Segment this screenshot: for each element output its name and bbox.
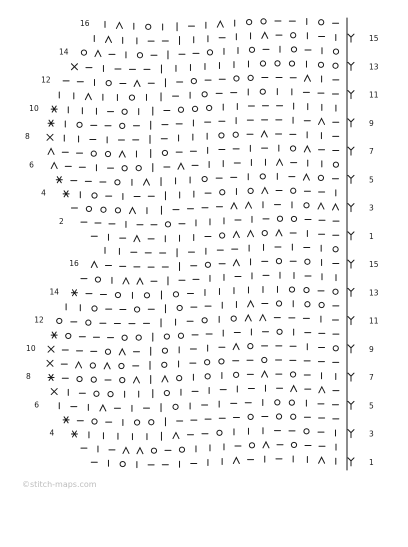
stitch-yarn-over xyxy=(77,376,82,381)
stitch-decrease xyxy=(248,301,254,307)
stitch-decrease xyxy=(137,448,143,454)
stitch-yarn-over xyxy=(305,259,310,264)
stitch-yarn-over xyxy=(277,216,282,221)
stitch-yarn-over xyxy=(137,53,142,58)
stitch-yarn-over xyxy=(249,47,254,52)
stitch-yarn-over xyxy=(248,188,253,193)
stitch-cluster xyxy=(348,260,354,268)
stitch-yarn-over xyxy=(205,374,210,379)
stitch-yarn-over xyxy=(164,390,169,395)
stitch-decrease xyxy=(260,315,266,321)
stitch-decrease xyxy=(123,447,129,453)
stitch-yarn-over xyxy=(151,448,156,453)
stitch-yarn-over xyxy=(291,442,296,447)
stitch-yarn-over xyxy=(260,174,265,179)
stitch-yarn-over xyxy=(105,349,110,354)
stitch-yarn-over xyxy=(136,165,141,170)
stitch-decrease xyxy=(304,75,310,81)
stitch-yarn-over xyxy=(277,329,282,334)
stitch-yarn-over xyxy=(202,92,207,97)
stitch-yarn-over xyxy=(289,61,294,66)
stitch-yarn-over xyxy=(178,107,183,112)
stitch-yarn-over xyxy=(122,335,127,340)
stitch-decrease xyxy=(100,405,106,411)
stitch-yarn-over xyxy=(66,333,71,338)
stitch-cluster xyxy=(348,288,354,296)
stitch-yarn-over xyxy=(333,289,338,294)
stitch-yarn-over xyxy=(191,79,196,84)
stitch-decrease xyxy=(116,22,122,28)
stitch-star xyxy=(51,332,57,338)
stitch-yarn-over xyxy=(304,287,309,292)
stitch-yarn-over xyxy=(220,190,225,195)
stitch-decrease xyxy=(319,457,325,463)
stitch-yarn-over xyxy=(234,76,239,81)
stitch-yarn-over xyxy=(291,47,296,52)
left-row-number: 6 xyxy=(29,160,34,170)
stitch-decrease xyxy=(162,376,168,382)
stitch-yarn-over xyxy=(248,344,253,349)
stitch-yarn-over xyxy=(115,208,120,213)
stitch-yarn-over xyxy=(162,150,167,155)
left-row-number: 16 xyxy=(69,259,79,269)
stitch-cluster xyxy=(348,175,354,183)
stitch-yarn-over xyxy=(177,376,182,381)
stitch-decrease xyxy=(233,260,239,266)
stitch-yarn-over xyxy=(173,404,178,409)
stitch-decrease xyxy=(319,387,325,393)
stitch-increase xyxy=(71,64,77,70)
stitch-decrease xyxy=(261,131,267,137)
stitch-cluster xyxy=(348,147,354,155)
stitch-yarn-over xyxy=(205,360,210,365)
left-row-number: 4 xyxy=(49,428,55,438)
stitch-decrease xyxy=(173,433,179,439)
stitch-yarn-over xyxy=(77,122,82,127)
stitch-yarn-over xyxy=(173,292,178,297)
stitch-yarn-over xyxy=(304,429,309,434)
stitch-decrease xyxy=(291,386,297,392)
stitch-yarn-over xyxy=(276,259,281,264)
stitch-yarn-over xyxy=(129,95,134,100)
stitch-yarn-over xyxy=(318,175,323,180)
left-row-number: 4 xyxy=(41,188,46,198)
stitch-decrease xyxy=(217,21,223,27)
right-row-number: 3 xyxy=(369,429,374,439)
stitch-yarn-over xyxy=(219,359,224,364)
right-row-number: 11 xyxy=(369,316,379,326)
stitch-yarn-over xyxy=(105,151,110,156)
stitch-yarn-over xyxy=(192,106,197,111)
stitch-yarn-over xyxy=(333,49,338,54)
right-row-number: 5 xyxy=(369,401,374,411)
right-row-number: 7 xyxy=(369,147,374,157)
stitch-decrease xyxy=(304,146,310,152)
stitch-yarn-over xyxy=(101,207,106,212)
stitch-cluster xyxy=(348,34,354,42)
right-row-number: 9 xyxy=(369,344,374,354)
stitch-decrease xyxy=(137,278,143,284)
stitch-yarn-over xyxy=(319,302,324,307)
stitch-yarn-over xyxy=(304,203,309,208)
stitch-decrease xyxy=(76,362,82,368)
stitch-cluster xyxy=(348,91,354,99)
stitch-decrease xyxy=(129,208,135,214)
stitch-yarn-over xyxy=(289,287,294,292)
stitch-decrease xyxy=(262,32,268,38)
stitch-cluster xyxy=(348,345,354,353)
stitch-decrease xyxy=(263,442,269,448)
stitch-decrease xyxy=(276,230,282,236)
stitch-yarn-over xyxy=(248,75,253,80)
right-row-number: 5 xyxy=(369,175,374,185)
stitch-increase xyxy=(51,389,57,395)
stitch-yarn-over xyxy=(177,305,182,310)
stitch-decrease xyxy=(233,232,239,238)
stitch-decrease xyxy=(245,315,251,321)
stitch-decrease xyxy=(123,278,129,284)
stitch-star xyxy=(48,374,54,380)
stitch-yarn-over xyxy=(91,151,96,156)
stitch-yarn-over xyxy=(333,63,338,68)
stitch-yarn-over xyxy=(318,62,323,67)
stitch-yarn-over xyxy=(115,292,120,297)
stitch-yarn-over xyxy=(91,377,96,382)
stitch-decrease xyxy=(262,371,268,377)
stitch-yarn-over xyxy=(136,335,141,340)
stitch-star xyxy=(63,191,69,197)
stitch-star xyxy=(56,177,62,183)
left-row-number: 14 xyxy=(49,287,59,297)
stitch-decrease xyxy=(318,203,324,209)
stitch-yarn-over xyxy=(333,247,338,252)
stitch-decrease xyxy=(95,51,101,57)
stitch-yarn-over xyxy=(291,188,296,193)
stitch-yarn-over xyxy=(202,176,207,181)
stitch-yarn-over xyxy=(134,420,139,425)
stitch-yarn-over xyxy=(146,24,151,29)
stitch-yarn-over xyxy=(233,132,238,137)
left-row-number: 6 xyxy=(34,400,40,410)
stitch-yarn-over xyxy=(261,19,266,24)
right-row-number: 1 xyxy=(369,457,374,467)
stitch-yarn-over xyxy=(231,316,236,321)
left-row-number: 12 xyxy=(34,315,44,325)
stitch-star xyxy=(71,290,77,296)
stitch-yarn-over xyxy=(134,307,139,312)
right-row-number: 1 xyxy=(369,231,374,241)
stitch-yarn-over xyxy=(164,334,169,339)
stitch-decrease xyxy=(303,174,309,180)
stitch-yarn-over xyxy=(305,302,310,307)
stitch-yarn-over xyxy=(262,357,267,362)
stitch-yarn-over xyxy=(248,414,253,419)
stitch-yarn-over xyxy=(247,20,252,25)
stitch-decrease xyxy=(85,94,91,100)
stitch-decrease xyxy=(143,179,149,185)
stitch-yarn-over xyxy=(217,430,222,435)
stitch-increase xyxy=(47,134,53,140)
stitch-yarn-over xyxy=(333,162,338,167)
stitch-yarn-over xyxy=(90,363,95,368)
stitch-star xyxy=(71,431,77,437)
stitch-decrease xyxy=(119,151,125,157)
stitch-increase xyxy=(48,346,54,352)
stitch-decrease xyxy=(277,159,283,165)
stitch-yarn-over xyxy=(92,419,97,424)
stitch-decrease xyxy=(178,163,184,169)
right-row-number: 15 xyxy=(369,260,379,270)
stitch-yarn-over xyxy=(120,123,125,128)
stitch-yarn-over xyxy=(122,109,127,114)
stitch-cluster xyxy=(348,62,354,70)
stitch-yarn-over xyxy=(92,193,97,198)
stitch-yarn-over xyxy=(179,447,184,452)
stitch-decrease xyxy=(133,377,139,383)
stitch-yarn-over xyxy=(290,146,295,151)
stitch-yarn-over xyxy=(149,420,154,425)
stitch-cluster xyxy=(348,373,354,381)
stitch-decrease xyxy=(119,349,125,355)
stitch-decrease xyxy=(48,148,54,154)
left-row-number: 10 xyxy=(26,343,36,353)
stitch-decrease xyxy=(233,458,239,464)
stitch-yarn-over xyxy=(162,348,167,353)
left-row-number: 10 xyxy=(29,103,39,113)
stitch-yarn-over xyxy=(291,414,296,419)
stitch-decrease xyxy=(134,80,140,86)
left-row-number: 14 xyxy=(58,47,69,57)
stitch-star xyxy=(48,120,54,126)
stitch-yarn-over xyxy=(202,318,207,323)
stitch-yarn-over xyxy=(289,400,294,405)
stitch-decrease xyxy=(51,163,57,169)
stitch-decrease xyxy=(104,363,110,369)
stitch-yarn-over xyxy=(108,392,113,397)
stitch-yarn-over xyxy=(291,33,296,38)
stitch-yarn-over xyxy=(207,105,212,110)
stitch-cluster xyxy=(348,401,354,409)
stitch-yarn-over xyxy=(92,306,97,311)
stitch-yarn-over xyxy=(57,318,62,323)
stitch-cluster xyxy=(348,119,354,127)
stitch-decrease xyxy=(245,202,251,208)
stitch-cluster xyxy=(348,204,354,212)
left-row-number: 12 xyxy=(41,75,51,85)
stitch-yarn-over xyxy=(290,372,295,377)
stitch-yarn-over xyxy=(86,206,91,211)
stitch-cluster xyxy=(348,458,354,466)
stitch-star xyxy=(51,106,57,112)
stitch-decrease xyxy=(134,236,140,242)
stitch-yarn-over xyxy=(276,414,281,419)
stitch-yarn-over xyxy=(333,346,338,351)
stitch-yarn-over xyxy=(234,372,239,377)
stitch-decrease xyxy=(105,36,111,42)
stitch-yarn-over xyxy=(115,180,120,185)
right-row-number: 3 xyxy=(369,203,374,213)
stitch-yarn-over xyxy=(275,61,280,66)
stitch-decrease xyxy=(91,261,97,267)
stitch-decrease xyxy=(319,118,325,124)
stitch-yarn-over xyxy=(205,262,210,267)
stitch-decrease xyxy=(233,344,239,350)
stitch-yarn-over xyxy=(319,20,324,25)
right-row-number: 13 xyxy=(369,62,379,72)
stitch-decrease xyxy=(231,203,237,209)
left-row-number: 8 xyxy=(26,372,31,382)
stitch-cluster xyxy=(348,430,354,438)
stitch-decrease xyxy=(332,204,338,210)
stitch-yarn-over xyxy=(95,277,100,282)
stitch-yarn-over xyxy=(260,89,265,94)
right-row-number: 13 xyxy=(369,288,379,298)
stitch-yarn-over xyxy=(144,293,149,298)
stitch-yarn-over xyxy=(120,378,125,383)
stitch-yarn-over xyxy=(162,362,167,367)
stitch-yarn-over xyxy=(276,301,281,306)
stitch-yarn-over xyxy=(86,320,91,325)
right-row-number: 9 xyxy=(369,118,374,128)
stitch-decrease xyxy=(262,188,268,194)
stitch-yarn-over xyxy=(275,400,280,405)
left-row-number: 16 xyxy=(80,19,90,28)
right-row-number: 7 xyxy=(369,373,374,383)
stitch-yarn-over xyxy=(120,461,125,466)
left-row-number: 2 xyxy=(58,216,64,226)
stitch-cluster xyxy=(348,317,354,325)
right-row-number: 15 xyxy=(369,34,379,44)
stitch-star xyxy=(63,417,69,423)
stitch-yarn-over xyxy=(207,50,212,55)
stitch-yarn-over xyxy=(122,166,127,171)
right-row-number: 11 xyxy=(369,90,379,100)
left-row-number: 8 xyxy=(25,132,30,141)
stitch-yarn-over xyxy=(106,81,111,86)
stitch-yarn-over xyxy=(219,133,224,138)
stitch-yarn-over xyxy=(249,443,254,448)
stitch-yarn-over xyxy=(260,61,265,66)
stitch-decrease xyxy=(248,231,254,237)
stitch-yarn-over xyxy=(220,233,225,238)
stitch-yarn-over xyxy=(165,222,170,227)
stitch-yarn-over xyxy=(94,391,99,396)
stitch-yarn-over xyxy=(291,216,296,221)
stitch-yarn-over xyxy=(81,50,86,55)
stitch-yarn-over xyxy=(119,363,124,368)
stitch-cluster xyxy=(348,232,354,240)
stitch-yarn-over xyxy=(262,231,267,236)
watermark: ©stitch-maps.com xyxy=(22,480,97,489)
stitch-yarn-over xyxy=(178,333,183,338)
stitch-increase xyxy=(47,360,53,366)
